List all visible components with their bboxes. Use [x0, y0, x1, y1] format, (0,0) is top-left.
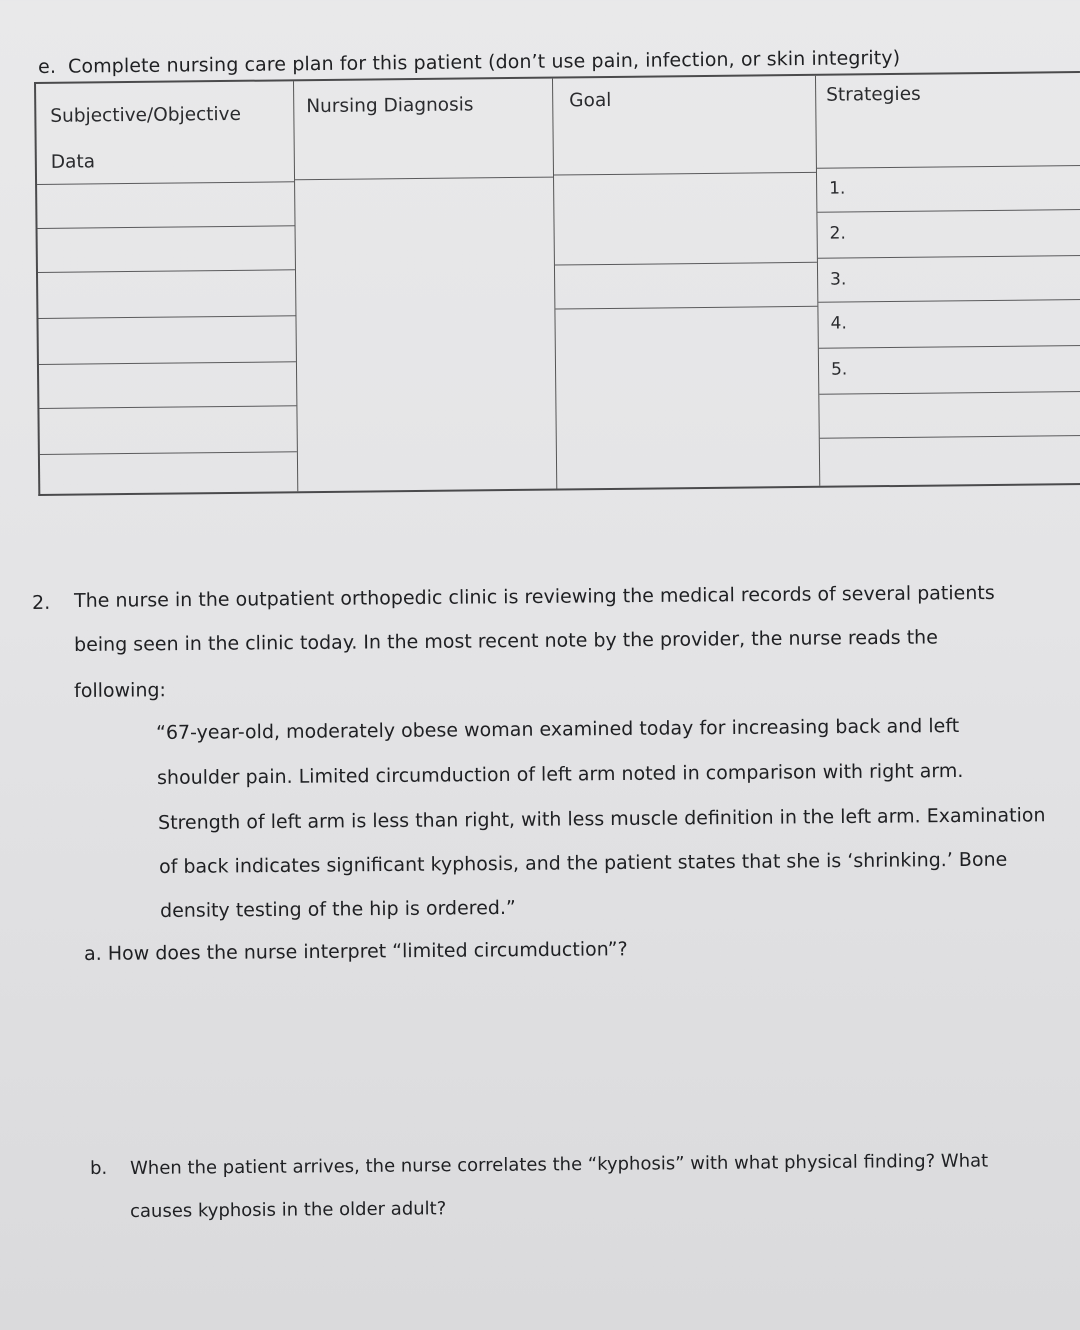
- strategy-number-4: 4.: [830, 313, 847, 334]
- provider-note-line-2: shoulder pain. Limited circumduction of left arm noted in comparison with right arm.: [156, 759, 964, 789]
- row-line: [817, 165, 1080, 169]
- row-line: [39, 361, 296, 365]
- strategy-number-1: 1.: [829, 178, 846, 199]
- question-2-line-2: being seen in the clinic today. In the most recent note by the provider, the nurse reads the: [73, 626, 938, 656]
- row-line: [39, 405, 296, 409]
- header-subjective-objective: Subjective/Objective: [50, 103, 242, 127]
- row-line: [818, 255, 1080, 259]
- strategy-number-3: 3.: [830, 269, 847, 290]
- question-2-part-b-line-2: causes kyphosis in the older adult?: [129, 1198, 447, 1222]
- row-line: [817, 209, 1080, 213]
- row-line: [38, 315, 295, 319]
- question-2-line-3: following:: [73, 679, 166, 702]
- care-plan-table: [34, 71, 1080, 496]
- provider-note-line-5: density testing of the hip is ordered.”: [159, 896, 516, 922]
- question-e-text: Complete nursing care plan for this patient (don’t use pain, infection, or skin integrity): [67, 46, 901, 78]
- row-line: [818, 299, 1080, 303]
- header-strategies: Strategies: [826, 83, 921, 106]
- row-line: [40, 451, 297, 455]
- header-goal: Goal: [569, 89, 612, 112]
- column-goal: [553, 76, 820, 489]
- row-line: [38, 269, 295, 273]
- question-2-part-a: a. How does the nurse interpret “limited circumduction”?: [83, 938, 628, 965]
- row-line: [820, 435, 1080, 439]
- column-subjective-objective: [36, 81, 298, 494]
- provider-note-line-1: “67-year-old, moderately obese woman examined today for increasing back and left: [155, 714, 960, 744]
- strategy-number-5: 5.: [830, 359, 848, 380]
- row-line: [819, 345, 1080, 349]
- strategy-number-2: 2.: [829, 223, 846, 244]
- row-line: [555, 262, 817, 266]
- row-line: [38, 225, 295, 229]
- row-line: [555, 306, 817, 310]
- question-2-part-b-line-1: When the patient arrives, the nurse correlates the “kyphosis” with what physical finding? What: [129, 1150, 989, 1179]
- question-2-part-b-label: b.: [89, 1157, 108, 1179]
- question-e-label: e.: [38, 55, 57, 78]
- header-nursing-diagnosis: Nursing Diagnosis: [306, 94, 474, 118]
- provider-note-line-4: of back indicates significant kyphosis, and the patient states that she is ‘shrinking.’ Bone: [158, 848, 1008, 878]
- column-strategies: [816, 73, 1080, 486]
- row-line: [819, 391, 1080, 395]
- question-2-line-1: The nurse in the outpatient orthopedic clinic is reviewing the medical records of several patients: [73, 581, 995, 612]
- question-2-number: 2.: [31, 591, 51, 614]
- column-nursing-diagnosis: [294, 79, 557, 492]
- row-line: [554, 172, 816, 176]
- header-data: Data: [50, 151, 96, 173]
- provider-note-line-3: Strength of left arm is less than right, with less muscle definition in the left arm. Examination: [157, 804, 1046, 834]
- row-line: [37, 181, 294, 185]
- row-line: [295, 177, 553, 181]
